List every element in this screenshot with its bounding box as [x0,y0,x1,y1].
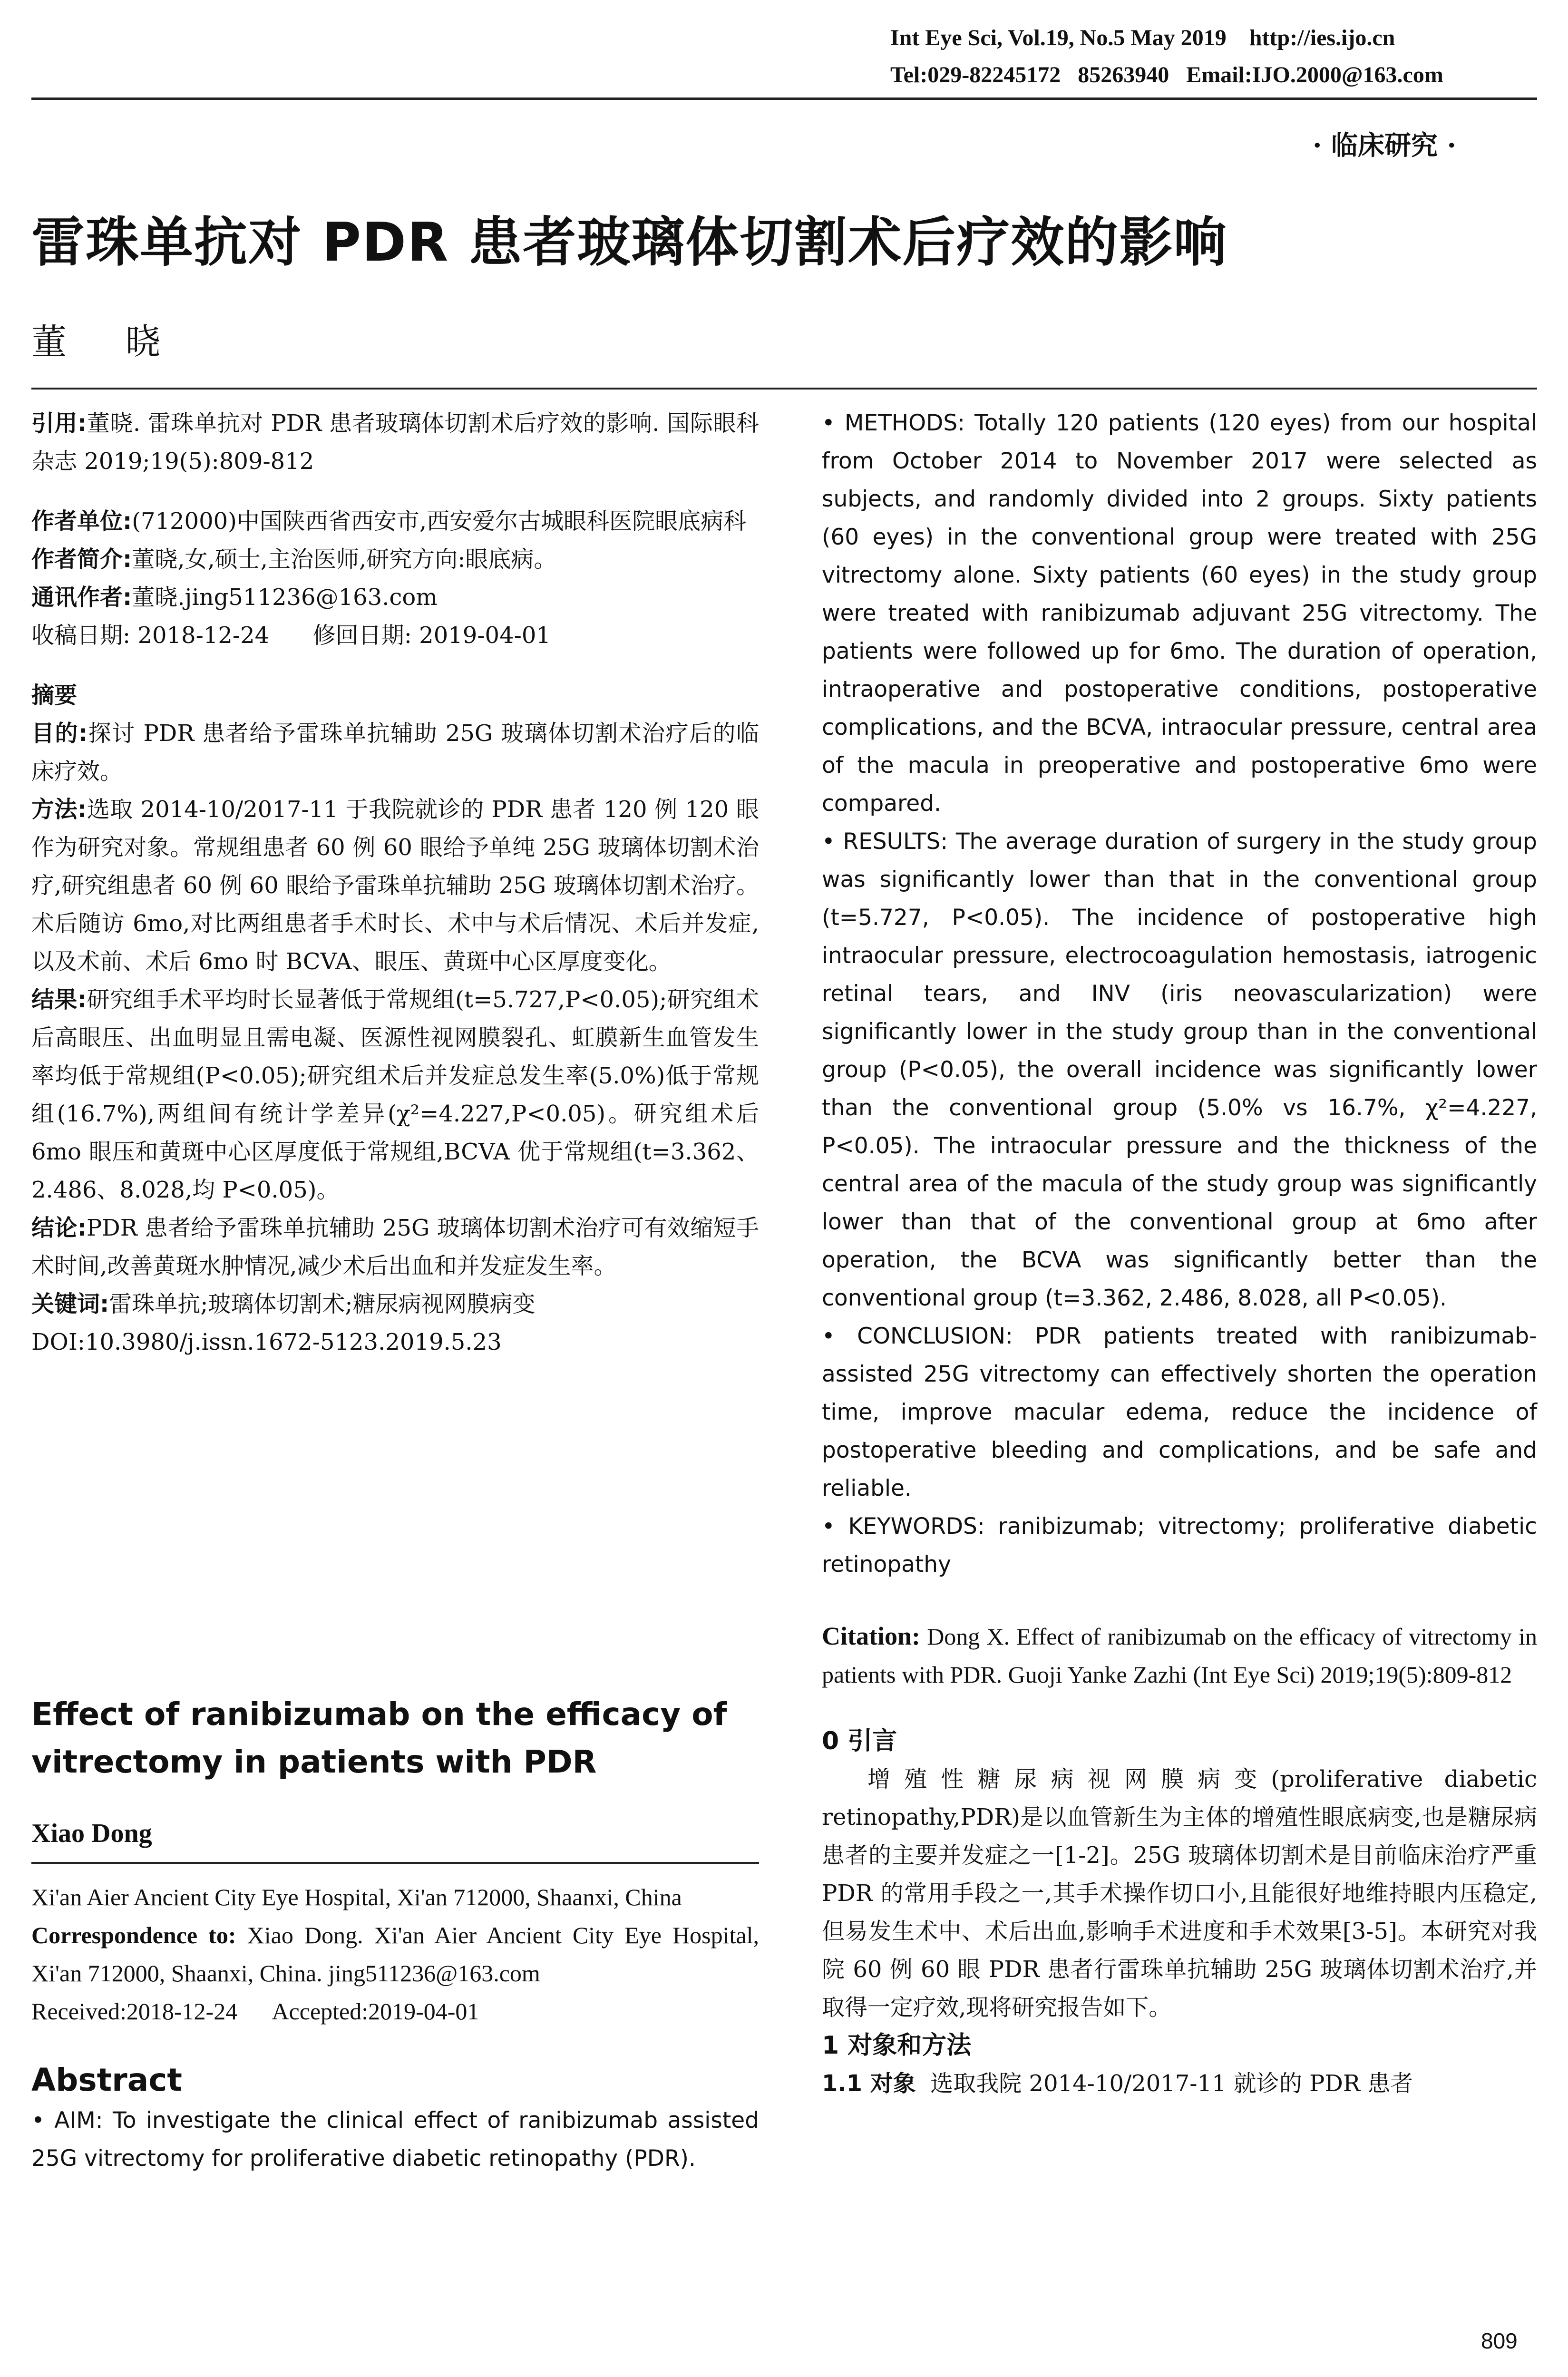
aim-en: • AIM: To investigate the clinical effect of ranibizumab assisted 25G vitrectomy for proliferative diabetic retinopathy (PDR). [31,2107,759,2172]
author-rule [31,1862,759,1864]
title-rule [31,388,1537,390]
section-label: · 临床研究 · [1313,130,1456,161]
abstract-heading-cn: 摘要 [31,682,78,709]
section-1-heading: 1 对象和方法 [822,2031,972,2060]
keywords-en: • KEYWORDS: ranibizumab; vitrectomy; proliferative diabetic retinopathy [822,1513,1537,1578]
keywords-cn: 关键词:雷珠单抗;玻璃体切割术;糖尿病视网膜病变 [31,1291,536,1317]
journal-header-line2: Tel:029-82245172 85263940 Email:IJO.2000@163.com [890,62,1443,88]
author-unit: 作者单位:(712000)中国陕西省西安市,西安爱尔古城眼科医院眼底病科 [31,508,747,535]
intro-text: 增殖性糖尿病视网膜病变(proliferative diabetic retinopathy,PDR)是以血管新生为主体的增殖性眼底病变,也是糖尿病患者的主要并发症之一[1-2]。25G 玻璃体切割术是目前临床治疗严重 PDR 的常用手段之一,其手术操作切口小,且能很好地维持眼内压稳定,但易发生术中、术后出血,影响手术进度和手术效果[3-5]。本研究对我院 60 例 60 眼 PDR 患者行雷珠单抗辅助 25G 玻璃体切割术治疗,并取得一定疗效,现将研究报告如下。 [822,1766,1537,2021]
methods-en: • METHODS: Totally 120 patients (120 eyes) from our hospital from October 2014 to November 2017 were selected as subjects, and randomly divided into 2 groups. Sixty patients (60 eyes) in the conventional group were treated with 25G vitrectomy alone. Sixty patients (60 eyes) in the study group were treated with ranibizumab adjuvant 25G vitrectomy. The patients were followed up for 6mo. The duration of operation, intraoperative and postoperative conditions, postoperative complications, and the BCVA, intraocular pressure, central area of the macula in preoperative and postoperative 6mo were compared. [822,410,1537,817]
english-affiliation: Xi'an Aier Ancient City Eye Hospital, Xi'an 712000, Shaanxi, China [31,1884,682,1910]
methods-cn: 方法:选取 2014-10/2017-11 于我院就诊的 PDR 患者 120 例 120 眼作为研究对象。常规组患者 60 例 60 眼给予单纯 25G 玻璃体切割术治疗,研究组患者 60 例 60 眼给予雷珠单抗辅助 25G 玻璃体切割术治疗。术后随访 6mo,对比两组患者手术时长、术中与术后情况、术后并发症,以及术前、术后 6mo 时 BCVA、眼压、黄斑中心区厚度变化。 [31,796,759,975]
english-dates: Received:2018-12-24 Accepted:2019-04-01 [31,1998,479,2025]
author-bio: 作者简介:董晓,女,硕士,主治医师,研究方向:眼底病。 [31,546,557,573]
article-author: 董 晓 [31,321,185,362]
right-column [822,404,1537,2103]
left-column [31,404,759,1361]
conclusion-en: • CONCLUSION: PDR patients treated with ranibizumab-assisted 25G vitrectomy can effectively shorten the operation time, improve macular edema, reduce the incidence of postoperative bleeding and complications, and be safe and reliable. [822,1323,1537,1501]
dates-cn: 收稿日期: 2018-12-24 修回日期: 2019-04-01 [31,622,551,649]
page-number: 809 [1481,2328,1518,2353]
citation-cn: 引用:董晓. 雷珠单抗对 PDR 患者玻璃体切割术后疗效的影响. 国际眼科杂志 2019;19(5):809-812 [31,410,759,475]
left-english-block [31,1691,759,2178]
journal-header-line1: Int Eye Sci, Vol.19, No.5 May 2019 http://ies.ijo.cn [890,25,1395,50]
english-correspondence: Correspondence to: Xiao Dong. Xi'an Aier Ancient City Eye Hospital, Xi'an 712000, Shaanxi, China. jing511236@163.com [31,1922,760,1987]
english-title: Effect of ranibizumab on the efficacy of vitrectomy in patients with PDR [31,1696,727,1780]
abstract-heading-en: Abstract [31,2062,182,2098]
conclusion-cn: 结论:PDR 患者给予雷珠单抗辅助 25G 玻璃体切割术治疗可有效缩短手术时间,改善黄斑水肿情况,减少术后出血和并发症发生率。 [31,1215,759,1279]
corresponding-author: 通讯作者:董晓.jing511236@163.com [31,584,438,611]
doi: DOI:10.3980/j.issn.1672-5123.2019.5.23 [31,1329,502,1355]
english-author: Xiao Dong [31,1819,152,1848]
results-en: • RESULTS: The average duration of surgery in the study group was significantly lower than that in the conventional group (t=5.727, P<0.05). The incidence of postoperative high intraocular pressure, electrocoagulation hemostasis, iatrogenic retinal tears, and INV (iris neovascularization) were significantly lower in the study group than in the conventional group (P<0.05), the overall incidence was significantly lower than the conventional group (5.0% vs 16.7%, χ²=4.227, P<0.05). The intraocular pressure and the thickness of the central area of the macula of the study group was significantly lower than that of the conventional group at 6mo after operation, the BCVA was significantly better than the conventional group (t=3.362, 2.486, 8.028, all P<0.05). [822,828,1537,1311]
article-title: 雷珠单抗对 PDR 患者玻璃体切割术后疗效的影响 [31,212,1228,273]
intro-heading: 0 引言 [822,1727,897,1755]
citation-en: Citation: Dong X. Effect of ranibizumab on the efficacy of vitrectomy in patients with PDR. Guoji Yanke Zazhi (Int Eye Sci) 2019;19(5):809-812 [822,1622,1537,1688]
header-rule [31,97,1537,100]
section-1-1: 1.1 对象 选取我院 2014-10/2017-11 就诊的 PDR 患者 [822,2070,1413,2097]
results-cn: 结果:研究组手术平均时长显著低于常规组(t=5.727,P<0.05);研究组术后高眼压、出血明显且需电凝、医源性视网膜裂孔、虹膜新生血管发生率均低于常规组(P<0.05);研究组术后并发症总发生率(5.0%)低于常规组(16.7%),两组间有统计学差异(χ²=4.227,P<0.05)。研究组术后 6mo 眼压和黄斑中心区厚度低于常规组,BCVA 优于常规组(t=3.362、2.486、8.028,均 P<0.05)。 [31,986,759,1203]
aim-cn: 目的:探讨 PDR 患者给予雷珠单抗辅助 25G 玻璃体切割术治疗后的临床疗效。 [31,720,759,785]
